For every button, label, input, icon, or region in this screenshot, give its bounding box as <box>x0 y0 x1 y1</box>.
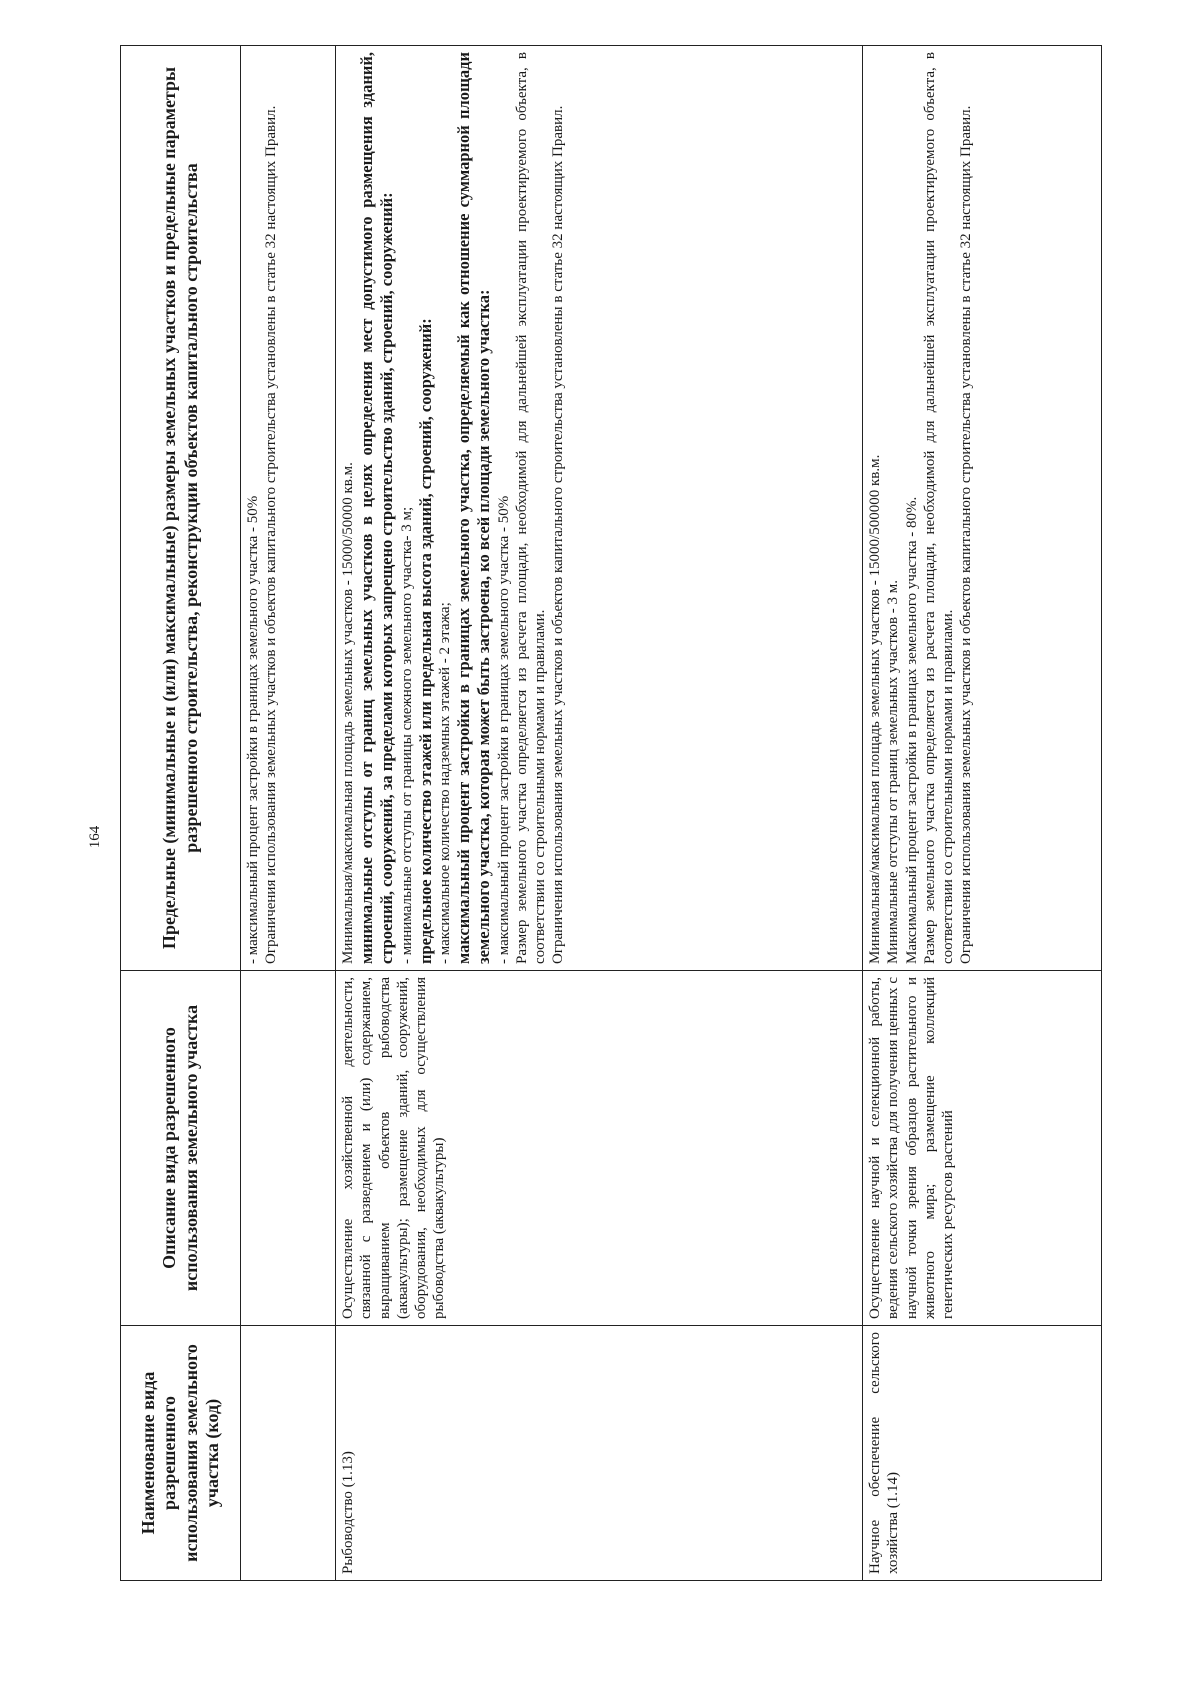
rotated-page-content <box>120 46 1101 1581</box>
table-header-row <box>121 46 241 1581</box>
row2-param-8: Размер земельного участка определяется из расчета площади, необходимой для дальнейшей эксплуатации проектируемого объекта, в соответствии со строительными нормами и правилами. <box>513 52 549 964</box>
row2-param-3: - минимальные отступы от границы смежного земельного участка- 3 м; <box>398 506 415 964</box>
row2-param-7: - максимальный процент застройки в границах земельного участка - 50% <box>495 495 512 964</box>
row3-parameters-cell <box>863 46 1102 971</box>
row1-param-2: Ограничения использования земельных участков и объектов капитального строительства установлены в статье 32 настоящих Правил. <box>263 105 280 964</box>
row1-name-cell <box>241 1326 336 1581</box>
header-use-name: Наименование вида разрешенного использования земельного участка (код) <box>121 1326 241 1581</box>
row2-param-1: Минимальная/максимальная площадь земельных участков - 15000/50000 кв.м. <box>340 462 356 964</box>
header-use-description: Описание вида разрешенного использования земельного участка <box>121 971 241 1326</box>
row3-description-cell <box>863 971 1102 1326</box>
page-number: 164 <box>86 825 103 849</box>
row3-param-5: Ограничения использования земельных участков и объектов капитального строительства установлены в статье 32 настоящих Правил. <box>958 105 975 964</box>
row2-name: Рыбоводство (1.13) <box>340 1451 356 1574</box>
table-row <box>863 46 1102 1581</box>
row3-param-4: Размер земельного участка определяется из расчета площади, необходимой для дальнейшей эксплуатации проектируемого объекта, в соответствии со строительными нормами и правилами. <box>921 52 957 964</box>
row2-param-2: минимальные отступы от границ земельных участков в целях определения мест допустимого размещения зданий, строений, сооружений, за пределами которых запрещено строительство зданий, строений, сооружений: <box>357 52 397 964</box>
row3-name-cell <box>863 1326 1102 1581</box>
row1-description-cell <box>241 971 336 1326</box>
row1-param-1: - максимальный процент застройки в границах земельного участка - 50% <box>245 495 261 964</box>
row3-param-1: Минимальная/максимальная площадь земельных участков - 15000/500000 кв.м. <box>867 454 883 964</box>
row2-description-cell <box>336 971 863 1326</box>
table-row <box>241 46 336 1581</box>
header-parameters: Предельные (минимальные и (или) максимальные) размеры земельных участков и предельные параметры разрешенного строительства, реконструкции объектов капитального строительства <box>121 46 241 971</box>
row2-param-6: максимальный процент застройки в границах земельного участка, определяемый как отношение суммарной площади земельного участка, которая может быть застроена, ко всей площади земельного участка: <box>454 52 494 964</box>
row3-param-3: Максимальный процент застройки в границах земельного участка - 80%. <box>903 496 920 964</box>
table-row <box>336 46 863 1581</box>
row2-parameters-cell <box>336 46 863 971</box>
row2-name-cell <box>336 1326 863 1581</box>
row3-description: Осуществление научной и селекционной работы, ведения сельского хозяйства для получения ценных с научной точки зрения образцов растительного и животного мира; размещение коллекций генетических ресурсов растений <box>867 977 957 1319</box>
row2-param-4: предельное количество этажей или предельная высота зданий, строений, сооружений: <box>415 318 435 964</box>
row3-param-2: Минимальные отступы от границ земельных участков - 3 м. <box>885 579 902 964</box>
row2-param-9: Ограничения использования земельных участков и объектов капитального строительства установлены в статье 32 настоящих Правил. <box>550 105 567 964</box>
row1-parameters-cell <box>241 46 336 971</box>
row2-param-5: - максимальное количество надземных этажей - 2 этажа; <box>436 602 453 964</box>
row3-name: Научное обеспечение сельского хозяйства (1.14) <box>867 1332 902 1574</box>
row2-description: Осуществление хозяйственной деятельности, связанной с разведением и (или) содержанием, выращиванием объектов рыбоводства (аквакультуры); размещение зданий, сооружений, оборудования, необходимых для осуществления рыбоводства (аквакультуры) <box>340 977 448 1319</box>
land-use-table <box>120 45 1102 1581</box>
